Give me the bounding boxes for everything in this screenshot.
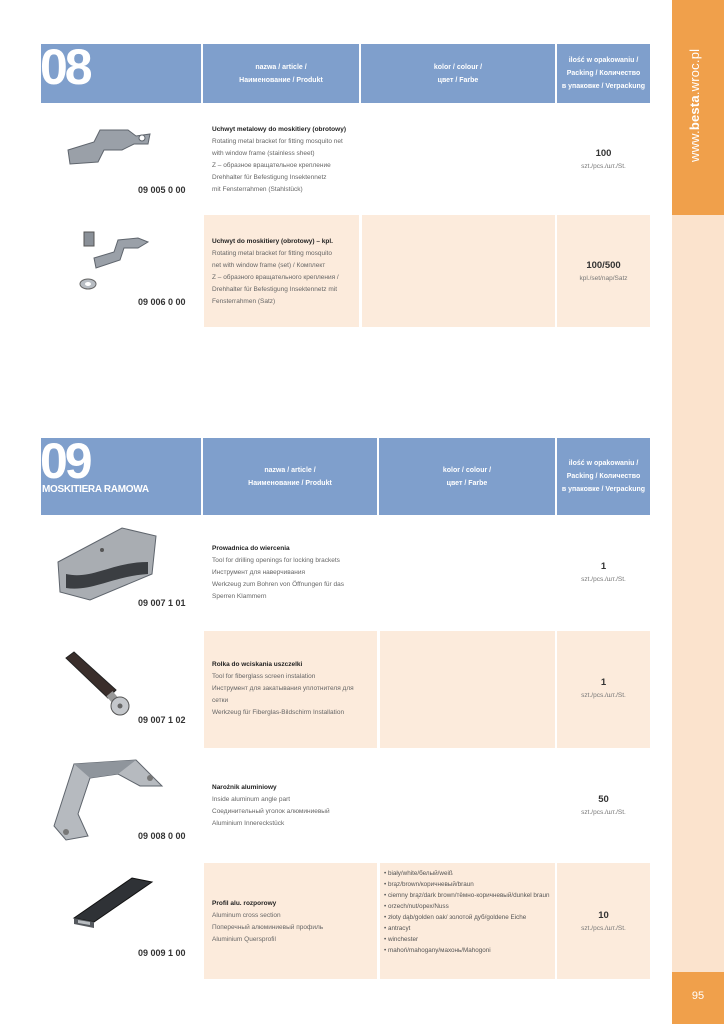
product-description: Narożnik aluminiowy Inside aluminum angle part Соединительный уголок алюминиевый Aluminium Innereckstück [212, 784, 330, 827]
brand-url[interactable]: www.besta.wroc.pl [687, 48, 702, 162]
colour-option: • antracyt [384, 925, 411, 932]
product-description: Prowadnica do wiercenia Tool for drilling openings for locking brackets Инструмент для наверчивания Werkzeug zum Bohren von Öffnungen für das Sperren Klammern [212, 545, 345, 600]
colour-option: • biały/white/белый/weiß [384, 870, 453, 877]
header-packing-cell: ilość w opakowaniu / Packing / Количество в упаковке / Verpackung [557, 44, 650, 103]
product-code: 09 007 1 01 [138, 598, 186, 608]
header-colour-cell: kolor / colour / цвет / Farbe [361, 44, 555, 103]
packing-info: 50 szt./pcs./шт./St. [581, 794, 626, 816]
header-packing-cell: ilość w opakowaniu / Packing / Количество в упаковке / Verpackung [557, 438, 650, 515]
colour-options-list [384, 868, 559, 956]
row-bg-colour [362, 215, 555, 327]
roller-tool-product-image [60, 648, 140, 722]
product-code: 09 005 0 00 [138, 185, 186, 195]
bracket-set-product-image [74, 228, 156, 294]
product-code: 09 007 1 02 [138, 715, 186, 725]
product-code: 09 006 0 00 [138, 297, 186, 307]
page-number: 95 [691, 990, 705, 1002]
section-title: MOSKITIERA RAMOWA [42, 484, 149, 495]
product-description: Profil alu. rozporowy Aluminum cross section Поперечный алюминиевый профиль Aluminium Quersprofil [212, 900, 324, 943]
sidebar-accent-middle [672, 215, 724, 972]
header-name-cell: nazwa / article / Наименование / Produkt [203, 44, 359, 103]
product-description: Uchwyt metalowy do moskitiery (obrotowy) Rotating metal bracket for fitting mosquito net with window frame (stainless sheet) Z – образное вращательное крепление Drehhalter für Befestigung Insektennetz mit Fensterrahmen (Stahlstück) [212, 126, 346, 193]
product-code: 09 008 0 00 [138, 831, 186, 841]
product-description: Uchwyt do moskitiery (obrotowy) – kpl. Rotating metal bracket for fitting mosquito net with window frame (set) / Комплект Z – образного вращательного крепления / Drehhalter für Befestigung Insektennetz mit Fensterrahmen (Satz) [212, 238, 339, 305]
colour-option: • winchester [384, 936, 419, 943]
section-number: 09 [40, 433, 90, 489]
header-colour-cell: kolor / colour / цвет / Farbe [379, 438, 555, 515]
drilling-guide-product-image [52, 522, 162, 604]
colour-option: • brąz/brown/коричневый/braun [384, 881, 474, 888]
colour-option: • orzech/nut/орех/Nuss [384, 903, 449, 910]
row-bg-colour [380, 631, 555, 748]
aluminium-profile-product-image [70, 870, 156, 930]
product-code: 09 009 1 00 [138, 948, 186, 958]
product-description: Rolka do wciskania uszczelki Tool for fiberglass screen instalation Инструмент для закатывания уплотнителя для сетки Werkzeug für Fiberglas-Bildschirm Installation [212, 661, 354, 716]
section-number: 08 [40, 39, 90, 95]
packing-info: 1 szt./pcs./шт./St. [581, 561, 626, 583]
packing-info: 100/500 kpl./set/nap/Satz [579, 260, 628, 282]
colour-option: • mahoń/mahogany/махонь/Mahogoni [384, 947, 491, 954]
packing-info: 1 szt./pcs./шт./St. [581, 677, 626, 699]
colour-option: • złoty dąb/golden oak/ золотой дуб/goldene Eiche [384, 914, 527, 921]
header-name-cell: nazwa / article / Наименование / Produkt [203, 438, 377, 515]
packing-info: 100 szt./pcs./шт./St. [581, 148, 626, 170]
bracket-product-image [64, 122, 154, 170]
colour-option: • ciemny brąz/dark brown/тёмно-коричневый/dunkel braun [384, 892, 550, 899]
packing-info: 10 szt./pcs./шт./St. [581, 910, 626, 932]
